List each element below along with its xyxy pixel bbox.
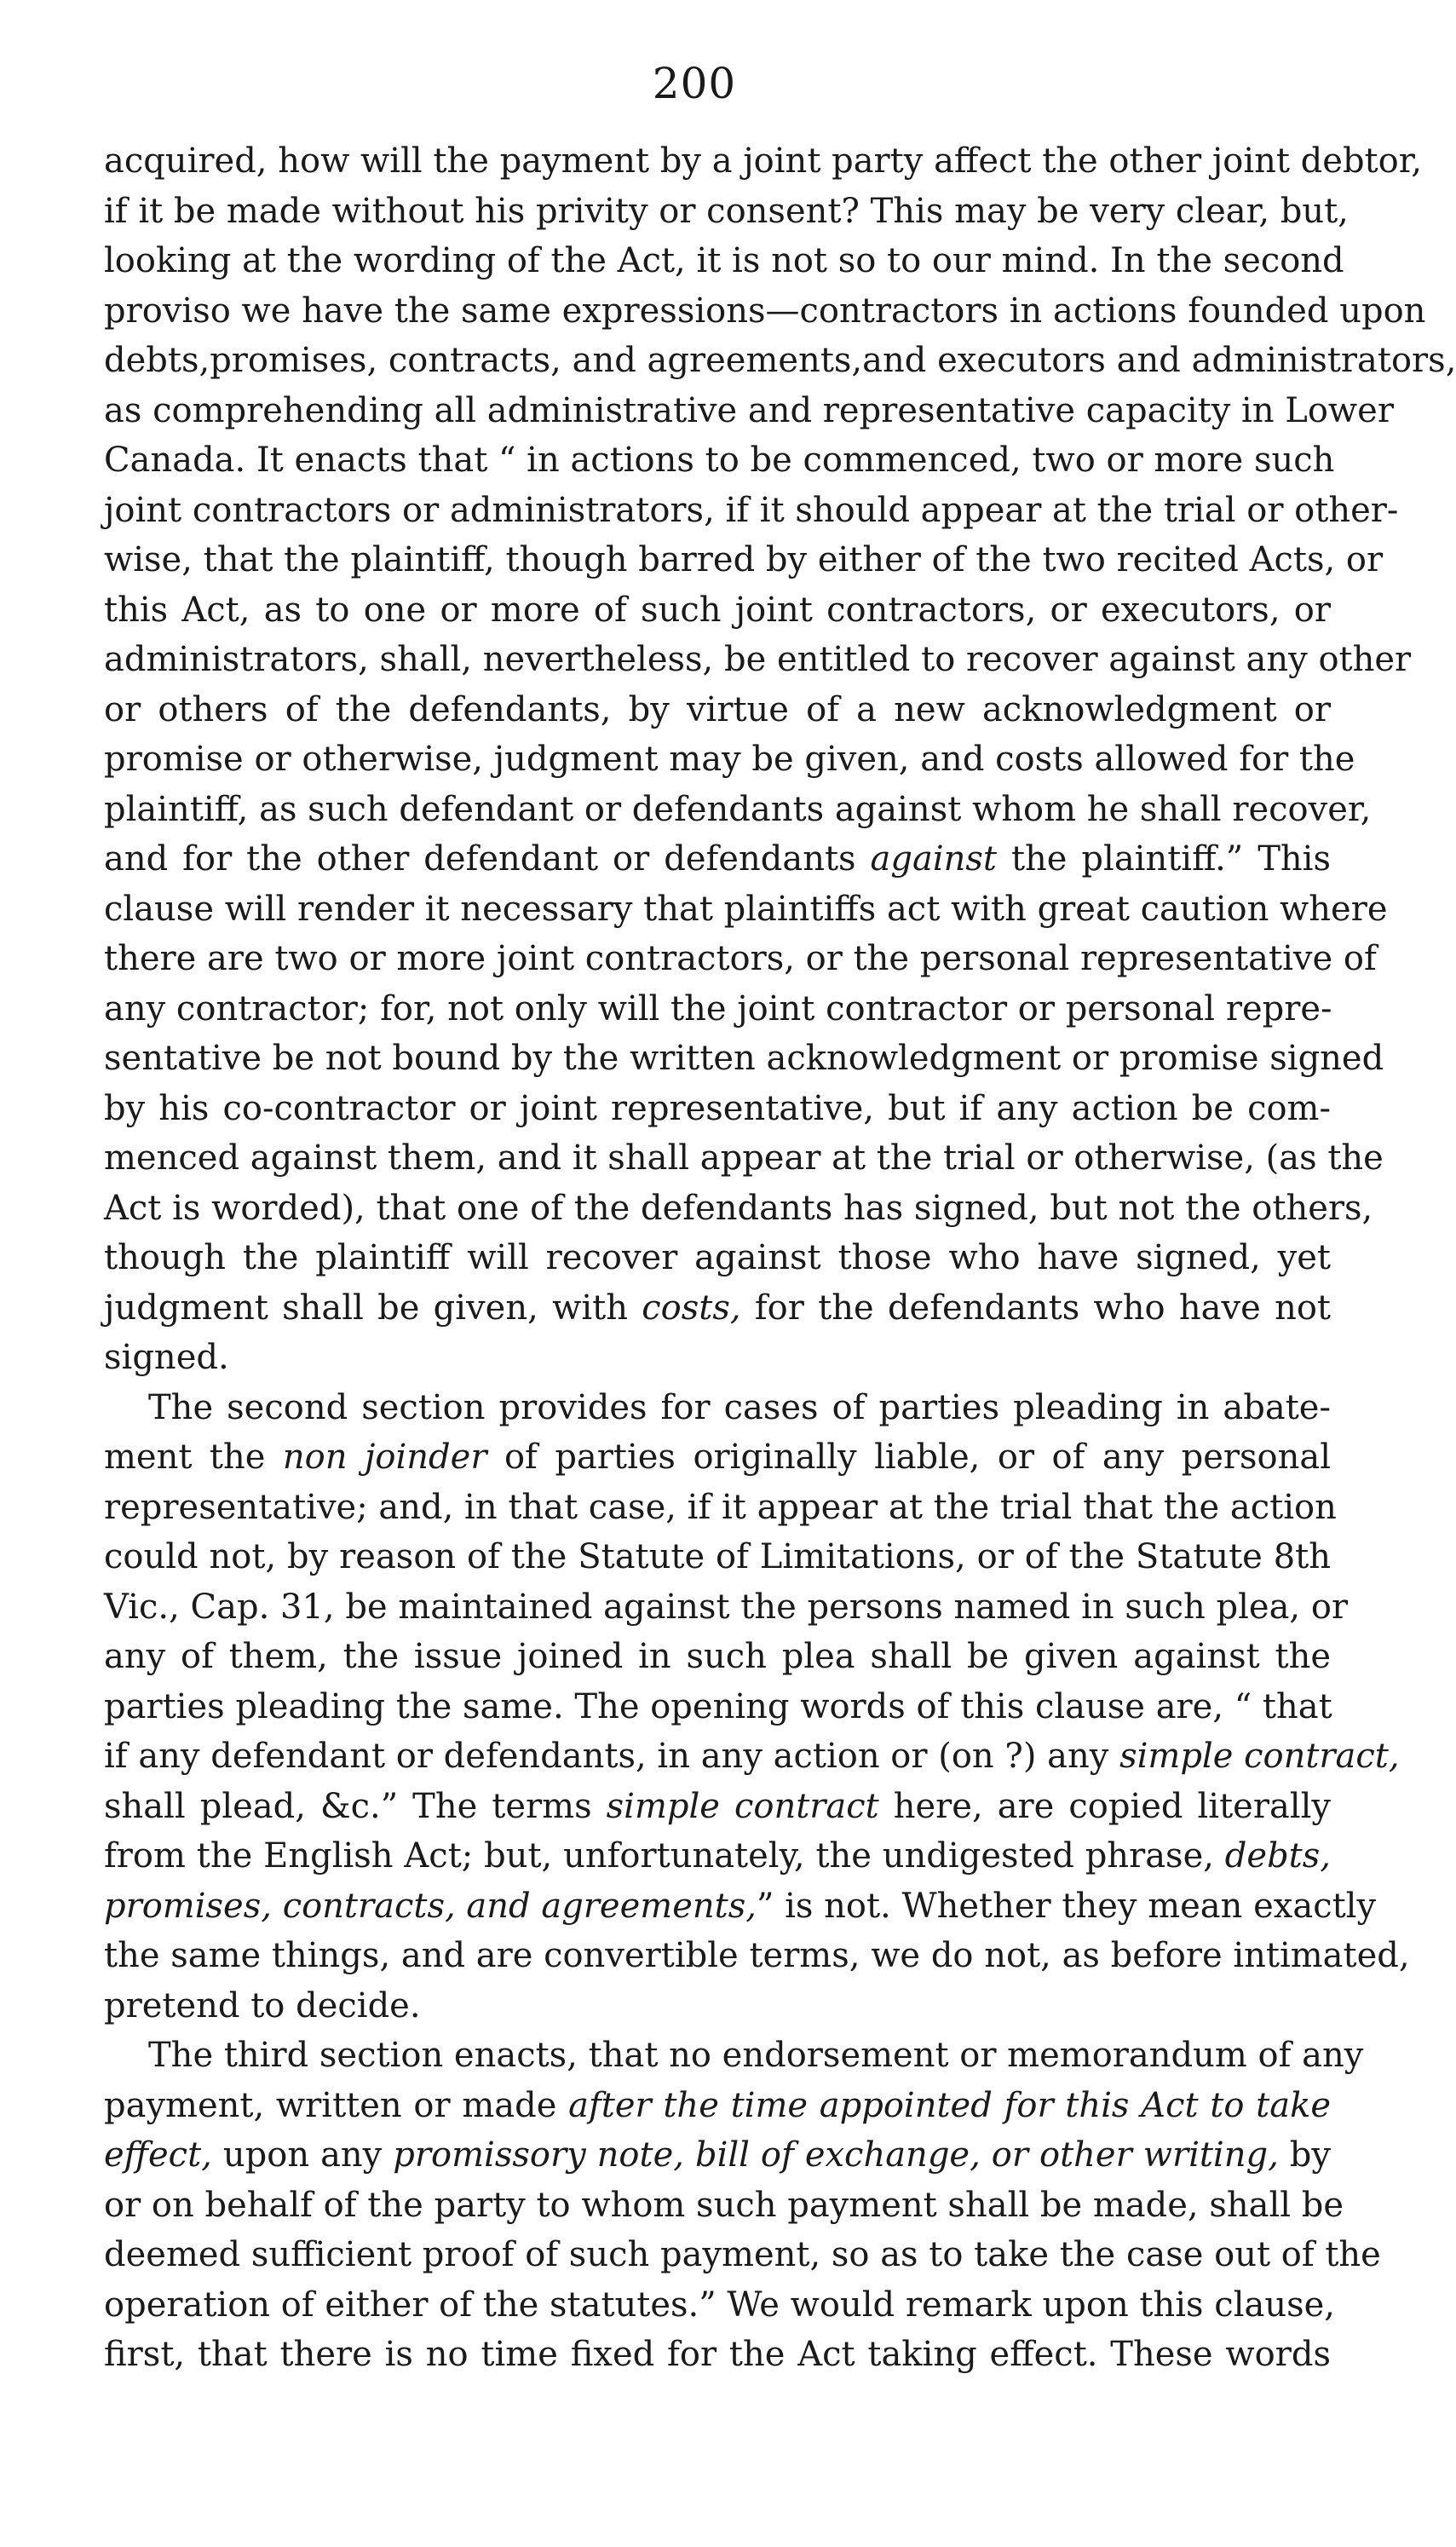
text-line <box>104 1782 1331 1832</box>
text-line <box>104 1483 1337 1533</box>
text-line <box>104 1931 1410 1981</box>
page-number: 200 <box>652 59 737 108</box>
text-run: first, that there is no time fixed for the Act taking effect. These words <box>104 2335 1331 2374</box>
text-run: ment the <box>104 1438 283 1477</box>
text-line <box>104 1333 1331 1383</box>
text-line <box>104 535 1384 585</box>
text-run: by his co-contractor or joint representative, but if any action be com- <box>104 1088 1331 1128</box>
text-line <box>104 2230 1381 2280</box>
text-run: upon any <box>211 2135 394 2175</box>
italic-run: debts, <box>1224 1836 1331 1876</box>
text-line <box>104 984 1331 1034</box>
text-run: any contractor; for, not only will the joint contractor or personal repre- <box>104 988 1332 1029</box>
text-run: deemed sufficient proof of such payment, so as to take the case out of the <box>104 2235 1381 2274</box>
text-line <box>104 1582 1349 1633</box>
text-line <box>104 1981 1331 2031</box>
text-run: and for the other defendant or defendants <box>104 839 871 879</box>
text-run: proviso we have the same expressions—contractors in actions founded upon <box>104 291 1426 331</box>
text-run: Vic., Cap. 31, be maintained against the persons named in such plea, or <box>104 1587 1349 1627</box>
italic-run: promises, contracts, and agreements, <box>104 1886 757 1926</box>
text-run: debts,promises, contracts, and agreements,and executors and administrators, <box>104 341 1456 380</box>
text-line <box>104 885 1388 935</box>
paragraph <box>104 1383 1410 2031</box>
text-run: menced against them, and it shall appear at the trial or otherwise, (as the <box>104 1138 1384 1178</box>
italic-run: simple contract, <box>1119 1737 1400 1776</box>
text-run: payment, written or made <box>104 2085 569 2125</box>
text-run: or others of the defendants, by virtue of a new acknowledgment or <box>104 689 1331 729</box>
text-run: for the defendants who have not <box>740 1288 1332 1328</box>
text-run: by <box>1278 2135 1332 2175</box>
text-run: clause will render it necessary that plaintiffs act with great caution where <box>104 889 1388 929</box>
text-run: here, are copied literally <box>878 1786 1331 1826</box>
paragraph <box>104 136 1456 1383</box>
text-run: any of them, the issue joined in such plea shall be given against the <box>104 1637 1331 1676</box>
text-run: looking at the wording of the Act, it is not so to our mind. In the second <box>104 241 1344 280</box>
text-line <box>104 834 1331 885</box>
text-line <box>104 1084 1331 1134</box>
text-line <box>104 286 1426 337</box>
text-run: administrators, shall, nevertheless, be entitled to recover against any other <box>104 640 1412 679</box>
text-run: The second section provides for cases of parties pleading in abate- <box>148 1387 1331 1427</box>
italic-run: simple contract <box>606 1786 879 1826</box>
text-line <box>104 2130 1331 2181</box>
text-line <box>104 1283 1331 1334</box>
text-line <box>104 2081 1331 2131</box>
text-run: joint contractors or administrators, if it should appear at the trial or other- <box>104 490 1399 530</box>
text-line <box>104 1034 1384 1084</box>
text-line <box>104 1184 1373 1234</box>
text-run: of parties originally liable, or of any personal <box>486 1438 1331 1477</box>
text-run: Act is worded), that one of the defendants has signed, but not the others, <box>104 1188 1373 1228</box>
text-line <box>104 2280 1336 2331</box>
text-line <box>104 934 1377 984</box>
text-run: ” is not. Whether they mean exactly <box>756 1886 1377 1926</box>
text-run: though the plaintiff will recover against those who have signed, yet <box>104 1238 1331 1277</box>
text-run: as comprehending all administrative and representative capacity in Lower <box>104 390 1394 430</box>
text-line <box>104 1432 1331 1483</box>
italic-run: promissory note, bill of exchange, or other writing, <box>393 2135 1279 2175</box>
text-line <box>104 1632 1331 1682</box>
text-run: plaintiff, as such defendant or defendants against whom he shall recover, <box>104 789 1372 829</box>
italic-run: after the time appointed for this Act to take <box>568 2085 1331 2125</box>
text-run: pretend to decide. <box>104 1985 421 2025</box>
text-line <box>104 1383 1331 1433</box>
text-run: promise or otherwise, judgment may be given, and costs allowed for the <box>104 740 1355 779</box>
text-run: the plaintiff.” This <box>997 839 1331 879</box>
text-run: The third section enacts, that no endorsement or memorandum of any <box>148 2036 1364 2075</box>
text-line <box>104 486 1399 536</box>
italic-run: non joinder <box>282 1438 487 1477</box>
text-line <box>104 1233 1331 1283</box>
text-line <box>104 1133 1384 1184</box>
text-line <box>104 386 1394 436</box>
text-line <box>104 1732 1400 1782</box>
text-run: representative; and, in that case, if it appear at the trial that the action <box>104 1487 1337 1527</box>
text-line <box>104 1532 1331 1582</box>
text-line <box>104 685 1331 735</box>
text-run: there are two or more joint contractors, or the personal representative of <box>104 939 1377 978</box>
text-line <box>104 2330 1331 2380</box>
text-line <box>104 236 1344 286</box>
text-line <box>104 1881 1377 1932</box>
text-line <box>104 785 1372 835</box>
text-run: Canada. It enacts that “ in actions to be commenced, two or more such <box>104 441 1335 480</box>
italic-run: against <box>870 839 997 879</box>
text-run: or on behalf of the party to whom such payment shall be made, shall be <box>104 2185 1344 2225</box>
text-line <box>104 635 1412 685</box>
text-run: this Act, as to one or more of such joint contractors, or executors, or <box>104 590 1331 630</box>
text-line <box>104 585 1331 636</box>
text-line <box>104 735 1355 785</box>
text-run: signed. <box>104 1338 229 1377</box>
text-line <box>104 136 1423 187</box>
text-line <box>104 2181 1344 2231</box>
text-run: if it be made without his privity or consent? This may be very clear, but, <box>104 191 1349 231</box>
text-run: acquired, how will the payment by a joint party affect the other joint debtor, <box>104 141 1423 181</box>
text-run: from the English Act; but, unfortunately, the undigested phrase, <box>104 1836 1225 1876</box>
text-line <box>104 336 1456 386</box>
paragraph <box>104 2031 1381 2380</box>
text-run: shall plead, &c.” The terms <box>104 1786 607 1826</box>
text-run: the same things, and are convertible terms, we do not, as before intimated, <box>104 1936 1410 1975</box>
italic-run: costs, <box>642 1288 741 1328</box>
text-line <box>104 1831 1331 1881</box>
text-run: sentative be not bound by the written acknowledgment or promise signed <box>104 1039 1384 1078</box>
text-line <box>104 187 1349 237</box>
italic-run: effect, <box>104 2135 212 2175</box>
text-run: judgment shall be given, with <box>104 1288 642 1328</box>
text-run: could not, by reason of the Statute of Limitations, or of the Statute 8th <box>104 1537 1331 1576</box>
text-line <box>104 2031 1364 2081</box>
text-run: wise, that the plaintiff, though barred by either of the two recited Acts, or <box>104 540 1384 579</box>
text-line <box>104 1682 1331 1732</box>
text-run: parties pleading the same. The opening words of this clause are, “ that <box>104 1686 1332 1726</box>
text-run: if any defendant or defendants, in any action or (on ?) any <box>104 1737 1120 1776</box>
text-line <box>104 435 1335 486</box>
text-run: operation of either of the statutes.” We would remark upon this clause, <box>104 2285 1336 2325</box>
body-text <box>104 136 1456 2380</box>
